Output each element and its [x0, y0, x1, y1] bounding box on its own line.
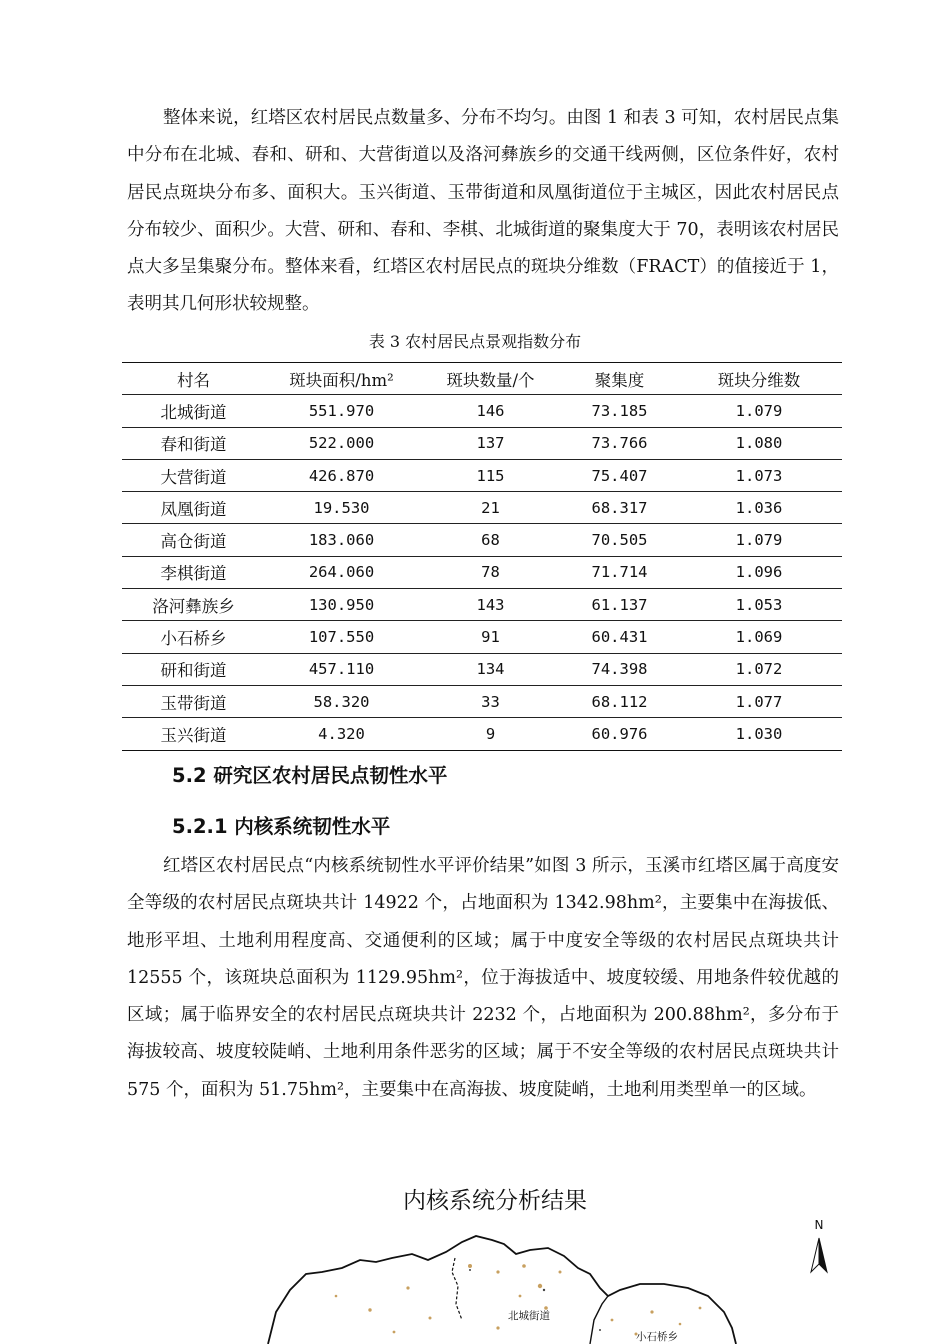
cell-count: 134	[418, 653, 563, 685]
cell-village: 玉兴街道	[122, 718, 265, 750]
table-caption: 表 3 农村居民点景观指数分布	[368, 332, 582, 351]
column-header: 斑块数量/个	[418, 363, 563, 395]
cell-area: 107.550	[265, 621, 418, 653]
cell-area: 130.950	[265, 589, 418, 621]
cell-village: 春和街道	[122, 427, 265, 459]
section-heading: 5.2 研究区农村居民点韧性水平	[172, 764, 448, 787]
cell-area: 19.530	[265, 492, 418, 524]
cell-count: 21	[418, 492, 563, 524]
column-header: 村名	[122, 363, 265, 395]
cell-area: 58.320	[265, 685, 418, 717]
cell-count: 137	[418, 427, 563, 459]
cell-aggregation: 74.398	[563, 653, 676, 685]
cell-fract: 1.096	[676, 556, 842, 588]
cell-village: 大营街道	[122, 459, 265, 491]
map-label-beicheng: 北城街道	[508, 1310, 550, 1322]
inner-boundary	[590, 1296, 608, 1344]
cell-aggregation: 68.112	[563, 685, 676, 717]
column-header: 斑块分维数	[676, 363, 842, 395]
table-header-row	[122, 363, 842, 395]
cell-area: 457.110	[265, 653, 418, 685]
river-line	[452, 1258, 462, 1320]
settlement-patches	[335, 1264, 702, 1336]
table-row	[122, 653, 842, 685]
table-row	[122, 524, 842, 556]
cell-village: 李棋街道	[122, 556, 265, 588]
core-system-paragraph: 红塔区农村居民点“内核系统韧性水平评价结果”如图 3 所示，玉溪市红塔区属于高度安全等级的农村居民点斑块共计 14922 个，占地面积为 1342.98hm²，主要集中在海拔低、地形平坦、土地利用程度高、交通便利的区域；属于中度安全等级的农村居民点斑块共计 12555 个，该斑块总面积为 1129.95hm²，位于海拔适中、坡度较缓、用地条件较优越的区域；属于临界安全的农村居民点斑块共计 2232 个，占地面积为 200.88hm²，多分布于海拔较高、坡度较陡峭、土地利用条件恶劣的区域；属于不安全等级的农村居民点斑块共计 575 个，面积为 51.75hm²，主要集中在高海拔、坡度陡峭，土地利用类型单一的区域。	[127, 856, 839, 1100]
cell-count: 143	[418, 589, 563, 621]
cell-fract: 1.079	[676, 524, 842, 556]
cell-fract: 1.080	[676, 427, 842, 459]
cell-fract: 1.036	[676, 492, 842, 524]
landscape-index-table	[122, 362, 842, 751]
cell-count: 78	[418, 556, 563, 588]
cell-count: 146	[418, 395, 563, 427]
cell-count: 9	[418, 718, 563, 750]
table-row	[122, 395, 842, 427]
cell-fract: 1.079	[676, 395, 842, 427]
intro-paragraph: 整体来说，红塔区农村居民点数量多、分布不均匀。由图 1 和表 3 可知，农村居民点集中分布在北城、春和、研和、大营街道以及洛河彝族乡的交通干线两侧，区位条件好，农村居民点斑块分布多、面积大。玉兴街道、玉带街道和凤凰街道位于主城区，因此农村居民点分布较少、面积少。大营、研和、春和、李棋、北城街道的聚集度大于 70，表明该农村居民点大多呈集聚分布。整体来看，红塔区农村居民点的斑块分维数（FRACT）的值接近于 1，表明其几何形状较规整。	[127, 108, 839, 315]
table-row	[122, 621, 842, 653]
cell-village: 北城街道	[122, 395, 265, 427]
cell-aggregation: 75.407	[563, 459, 676, 491]
cell-fract: 1.030	[676, 718, 842, 750]
cell-aggregation: 71.714	[563, 556, 676, 588]
cell-area: 426.870	[265, 459, 418, 491]
figure-title: 内核系统分析结果	[403, 1188, 587, 1214]
cell-aggregation: 73.185	[563, 395, 676, 427]
cell-area: 551.970	[265, 395, 418, 427]
cell-fract: 1.053	[676, 589, 842, 621]
cell-village: 玉带街道	[122, 685, 265, 717]
cell-area: 4.320	[265, 718, 418, 750]
table-row	[122, 718, 842, 750]
subsection-heading: 5.2.1 内核系统韧性水平	[172, 815, 391, 838]
cell-aggregation: 70.505	[563, 524, 676, 556]
cell-village: 小石桥乡	[122, 621, 265, 653]
table-row	[122, 492, 842, 524]
table-row	[122, 427, 842, 459]
cell-village: 凤凰街道	[122, 492, 265, 524]
north-label: N	[814, 1218, 824, 1232]
table-row	[122, 556, 842, 588]
cell-fract: 1.073	[676, 459, 842, 491]
cell-count: 33	[418, 685, 563, 717]
cell-village: 研和街道	[122, 653, 265, 685]
table-row	[122, 459, 842, 491]
cell-village: 洛河彝族乡	[122, 589, 265, 621]
cell-aggregation: 60.976	[563, 718, 676, 750]
cell-area: 264.060	[265, 556, 418, 588]
cell-aggregation: 73.766	[563, 427, 676, 459]
column-header: 聚集度	[563, 363, 676, 395]
column-header: 斑块面积/hm²	[265, 363, 418, 395]
table-row	[122, 685, 842, 717]
district-boundary	[268, 1236, 736, 1344]
cell-aggregation: 60.431	[563, 621, 676, 653]
cell-count: 91	[418, 621, 563, 653]
north-arrow	[804, 1218, 834, 1278]
cell-aggregation: 61.137	[563, 589, 676, 621]
table-row	[122, 589, 842, 621]
cell-area: 183.060	[265, 524, 418, 556]
cell-aggregation: 68.317	[563, 492, 676, 524]
cell-village: 高仓街道	[122, 524, 265, 556]
cell-fract: 1.072	[676, 653, 842, 685]
map-label-xiaoshiqiao: 小石桥乡	[636, 1331, 678, 1343]
cell-count: 115	[418, 459, 563, 491]
cell-fract: 1.069	[676, 621, 842, 653]
cell-count: 68	[418, 524, 563, 556]
cell-fract: 1.077	[676, 685, 842, 717]
cell-area: 522.000	[265, 427, 418, 459]
